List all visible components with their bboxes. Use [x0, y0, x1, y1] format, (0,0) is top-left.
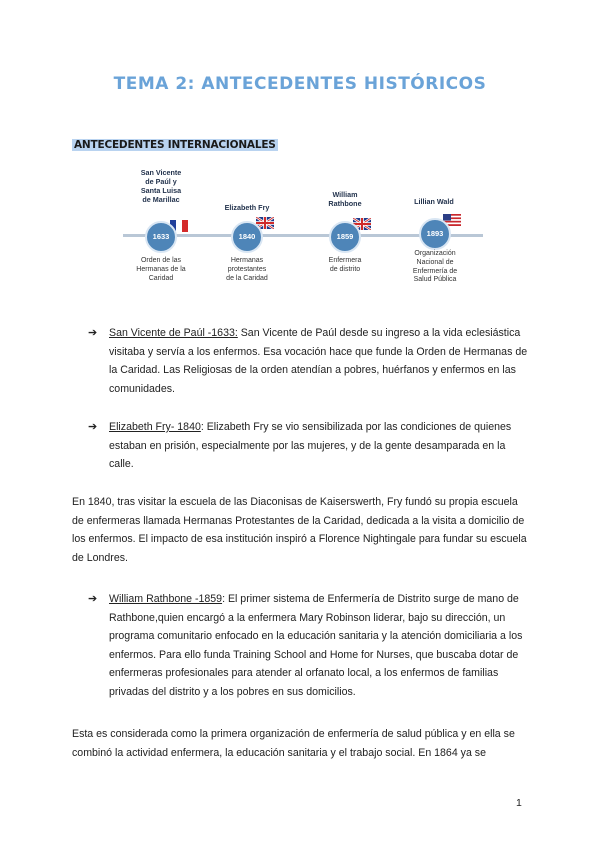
section-heading: ANTECEDENTES INTERNACIONALES [74, 139, 276, 151]
timeline-event-name: San Vicente de Paúl y Santa Luisa de Marillac [140, 168, 182, 204]
paragraph-fry-school: En 1840, tras visitar la escuela de las Diaconisas de Kaiserswerth, Fry fundó su propia escuela de enfermeras llamada Hermanas Protestantes de la Caridad, dedicada a la visita a domicilio de los enfermos. El impacto de esa institución inspiró a Florence Nightingale para fundar su escuela de Londres. [72, 496, 527, 564]
timeline-event-desc: Hermanas protestantes de la Caridad [226, 257, 268, 282]
bullet-lead: William Rathbone -1859 [109, 593, 223, 605]
timeline-event-desc: Enfermera de distrito [328, 257, 362, 273]
bullet-san-vicente [88, 324, 528, 398]
timeline-year-1893: 1893 [419, 218, 451, 250]
timeline [120, 168, 480, 290]
bullet-william-rathbone [88, 590, 528, 702]
bullet-text: San Vicente de Paúl desde su ingreso a la vida eclesiástica visitaba y servía a los enfermos. Esa vocación hace que funde la Orden de Hermanas de la Caridad. Las Religiosas de la orden atendían a pobres, huérfanos y enfermos en las comunidades. [109, 327, 528, 395]
arrow-icon: ➔ [88, 421, 98, 433]
bullet-text: : El primer sistema de Enfermería de Distrito surge de mano de Rathbone,quien encargó a la enfermera Mary Robinson liderar, bajo su dirección, un programa comunitario enfocado en la educación sanitaria y la atención domiciliaria a los enfermos. Para ello funda Training School and Home for Nurses, que buscaba dotar de enfermeras profesionales para atender al orfanato local, a los enfermos de familias privadas del distrito y a los pobres en sus domicilios. [109, 593, 523, 698]
arrow-icon: ➔ [88, 593, 98, 605]
bullet-text: : Elizabeth Fry se vio sensibilizada por las condiciones de quienes estaban en prisión, especialmente por las mujeres, y de la gente desamparada en la calle. [109, 421, 512, 471]
timeline-event-name: Lillian Wald [414, 197, 454, 206]
timeline-year-1633: 1633 [145, 221, 177, 253]
timeline-event-name: Elizabeth Fry [224, 203, 270, 212]
bullet-elizabeth-fry [88, 418, 528, 474]
page-number: 1 [516, 797, 522, 809]
bullet-lead: San Vicente de Paúl -1633: [109, 327, 238, 339]
timeline-year-1859: 1859 [329, 221, 361, 253]
bullet-lead: Elizabeth Fry- 1840 [109, 421, 201, 433]
timeline-event-desc: Organización Nacional de Enfermería de Salud Pública [412, 250, 458, 284]
timeline-event-name: William Rathbone [328, 190, 362, 208]
timeline-event-desc: Orden de las Hermanas de la Caridad [136, 257, 186, 282]
timeline-year-1840: 1840 [231, 221, 263, 253]
arrow-icon: ➔ [88, 327, 98, 339]
page-title: TEMA 2: ANTECEDENTES HISTÓRICOS [113, 74, 487, 94]
paragraph-public-health: Esta es considerada como la primera organización de enfermería de salud pública y en ella se combinó la actividad enfermera, la educación sanitaria y el trabajo social. En 1864 ya se [72, 728, 515, 759]
